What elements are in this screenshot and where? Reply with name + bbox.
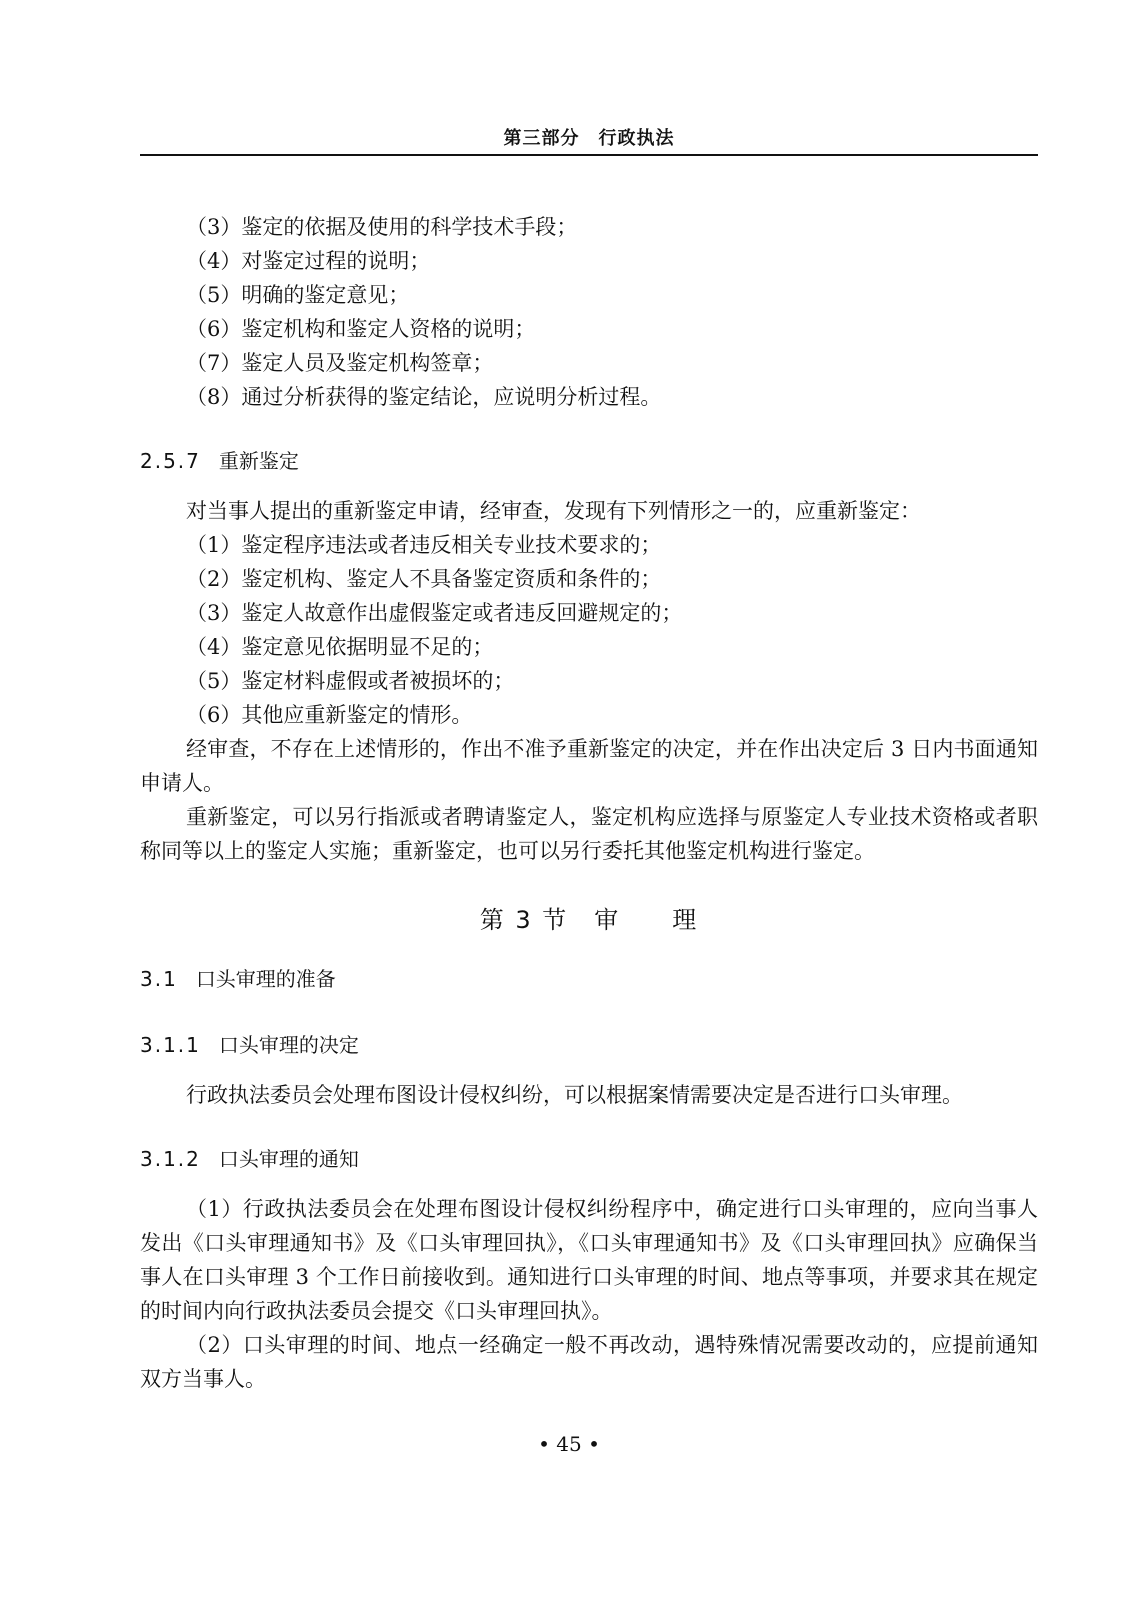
list-item: （6）鉴定机构和鉴定人资格的说明； (186, 317, 536, 341)
paragraph: 经审查，不存在上述情形的，作出不准予重新鉴定的决定，并在作出决定后 3 日内书面通知申请人。 (140, 737, 1038, 795)
paragraph: （2）口头审理的时间、地点一经确定一般不再改动，遇特殊情况需要改动的，应提前通知双方当事人。 (140, 1333, 1038, 1391)
list-item: （6）其他应重新鉴定的情形。 (186, 703, 473, 727)
list-item: （8）通过分析获得的鉴定结论，应说明分析过程。 (186, 385, 662, 409)
heading-number: 2.5.7 (140, 449, 201, 473)
page-body (140, 210, 1038, 1396)
list-item: （1）鉴定程序违法或者违反相关专业技术要求的； (186, 533, 662, 557)
paragraph: （1）行政执法委员会在处理布图设计侵权纠纷程序中，确定进行口头审理的，应向当事人发出《口头审理通知书》及《口头审理回执》，《口头审理通知书》及《口头审理回执》应确保当事人在口头审理 3 个工作日前接收到。通知进行口头审理的时间、地点等事项，并要求其在规定的时间内向行政执法委员会提交《口头审理回执》。 (140, 1197, 1038, 1323)
list-item: （4）鉴定意见依据明显不足的； (186, 635, 494, 659)
paragraph: 行政执法委员会处理布图设计侵权纠纷，可以根据案情需要决定是否进行口头审理。 (186, 1083, 963, 1107)
paragraph: 对当事人提出的重新鉴定申请，经审查，发现有下列情形之一的，应重新鉴定： (186, 499, 921, 523)
heading-2-5-7 (140, 444, 1038, 480)
heading-title: 口头审理的通知 (218, 1147, 359, 1171)
list-item: （3）鉴定的依据及使用的科学技术手段； (186, 215, 578, 239)
running-header (140, 120, 1038, 156)
heading-3-1-1 (140, 1028, 1038, 1064)
page-number: • 45 • (538, 1432, 600, 1456)
heading-number: 3.1 (140, 967, 178, 991)
heading-number: 3.1.2 (140, 1147, 201, 1171)
list-item: （4）对鉴定过程的说明； (186, 249, 431, 273)
heading-title: 口头审理的决定 (218, 1033, 359, 1057)
list-item: （3）鉴定人故意作出虚假鉴定或者违反回避规定的； (186, 601, 683, 625)
list-item: （2）鉴定机构、鉴定人不具备鉴定资质和条件的； (186, 567, 662, 591)
section-title: 第 3 节 审 理 (479, 906, 699, 934)
list-item: （5）鉴定材料虚假或者被损坏的； (186, 669, 515, 693)
list-item: （5）明确的鉴定意见； (186, 283, 410, 307)
heading-3-1-2 (140, 1142, 1038, 1178)
heading-title: 口头审理的准备 (195, 967, 336, 991)
heading-title: 重新鉴定 (218, 449, 299, 473)
heading-3-1 (140, 962, 1038, 998)
heading-number: 3.1.1 (140, 1033, 201, 1057)
header-title: 第三部分 行政执法 (503, 128, 675, 149)
paragraph: 重新鉴定，可以另行指派或者聘请鉴定人，鉴定机构应选择与原鉴定人专业技术资格或者职称同等以上的鉴定人实施；重新鉴定，也可以另行委托其他鉴定机构进行鉴定。 (140, 805, 1038, 863)
list-item: （7）鉴定人员及鉴定机构签章； (186, 351, 494, 375)
